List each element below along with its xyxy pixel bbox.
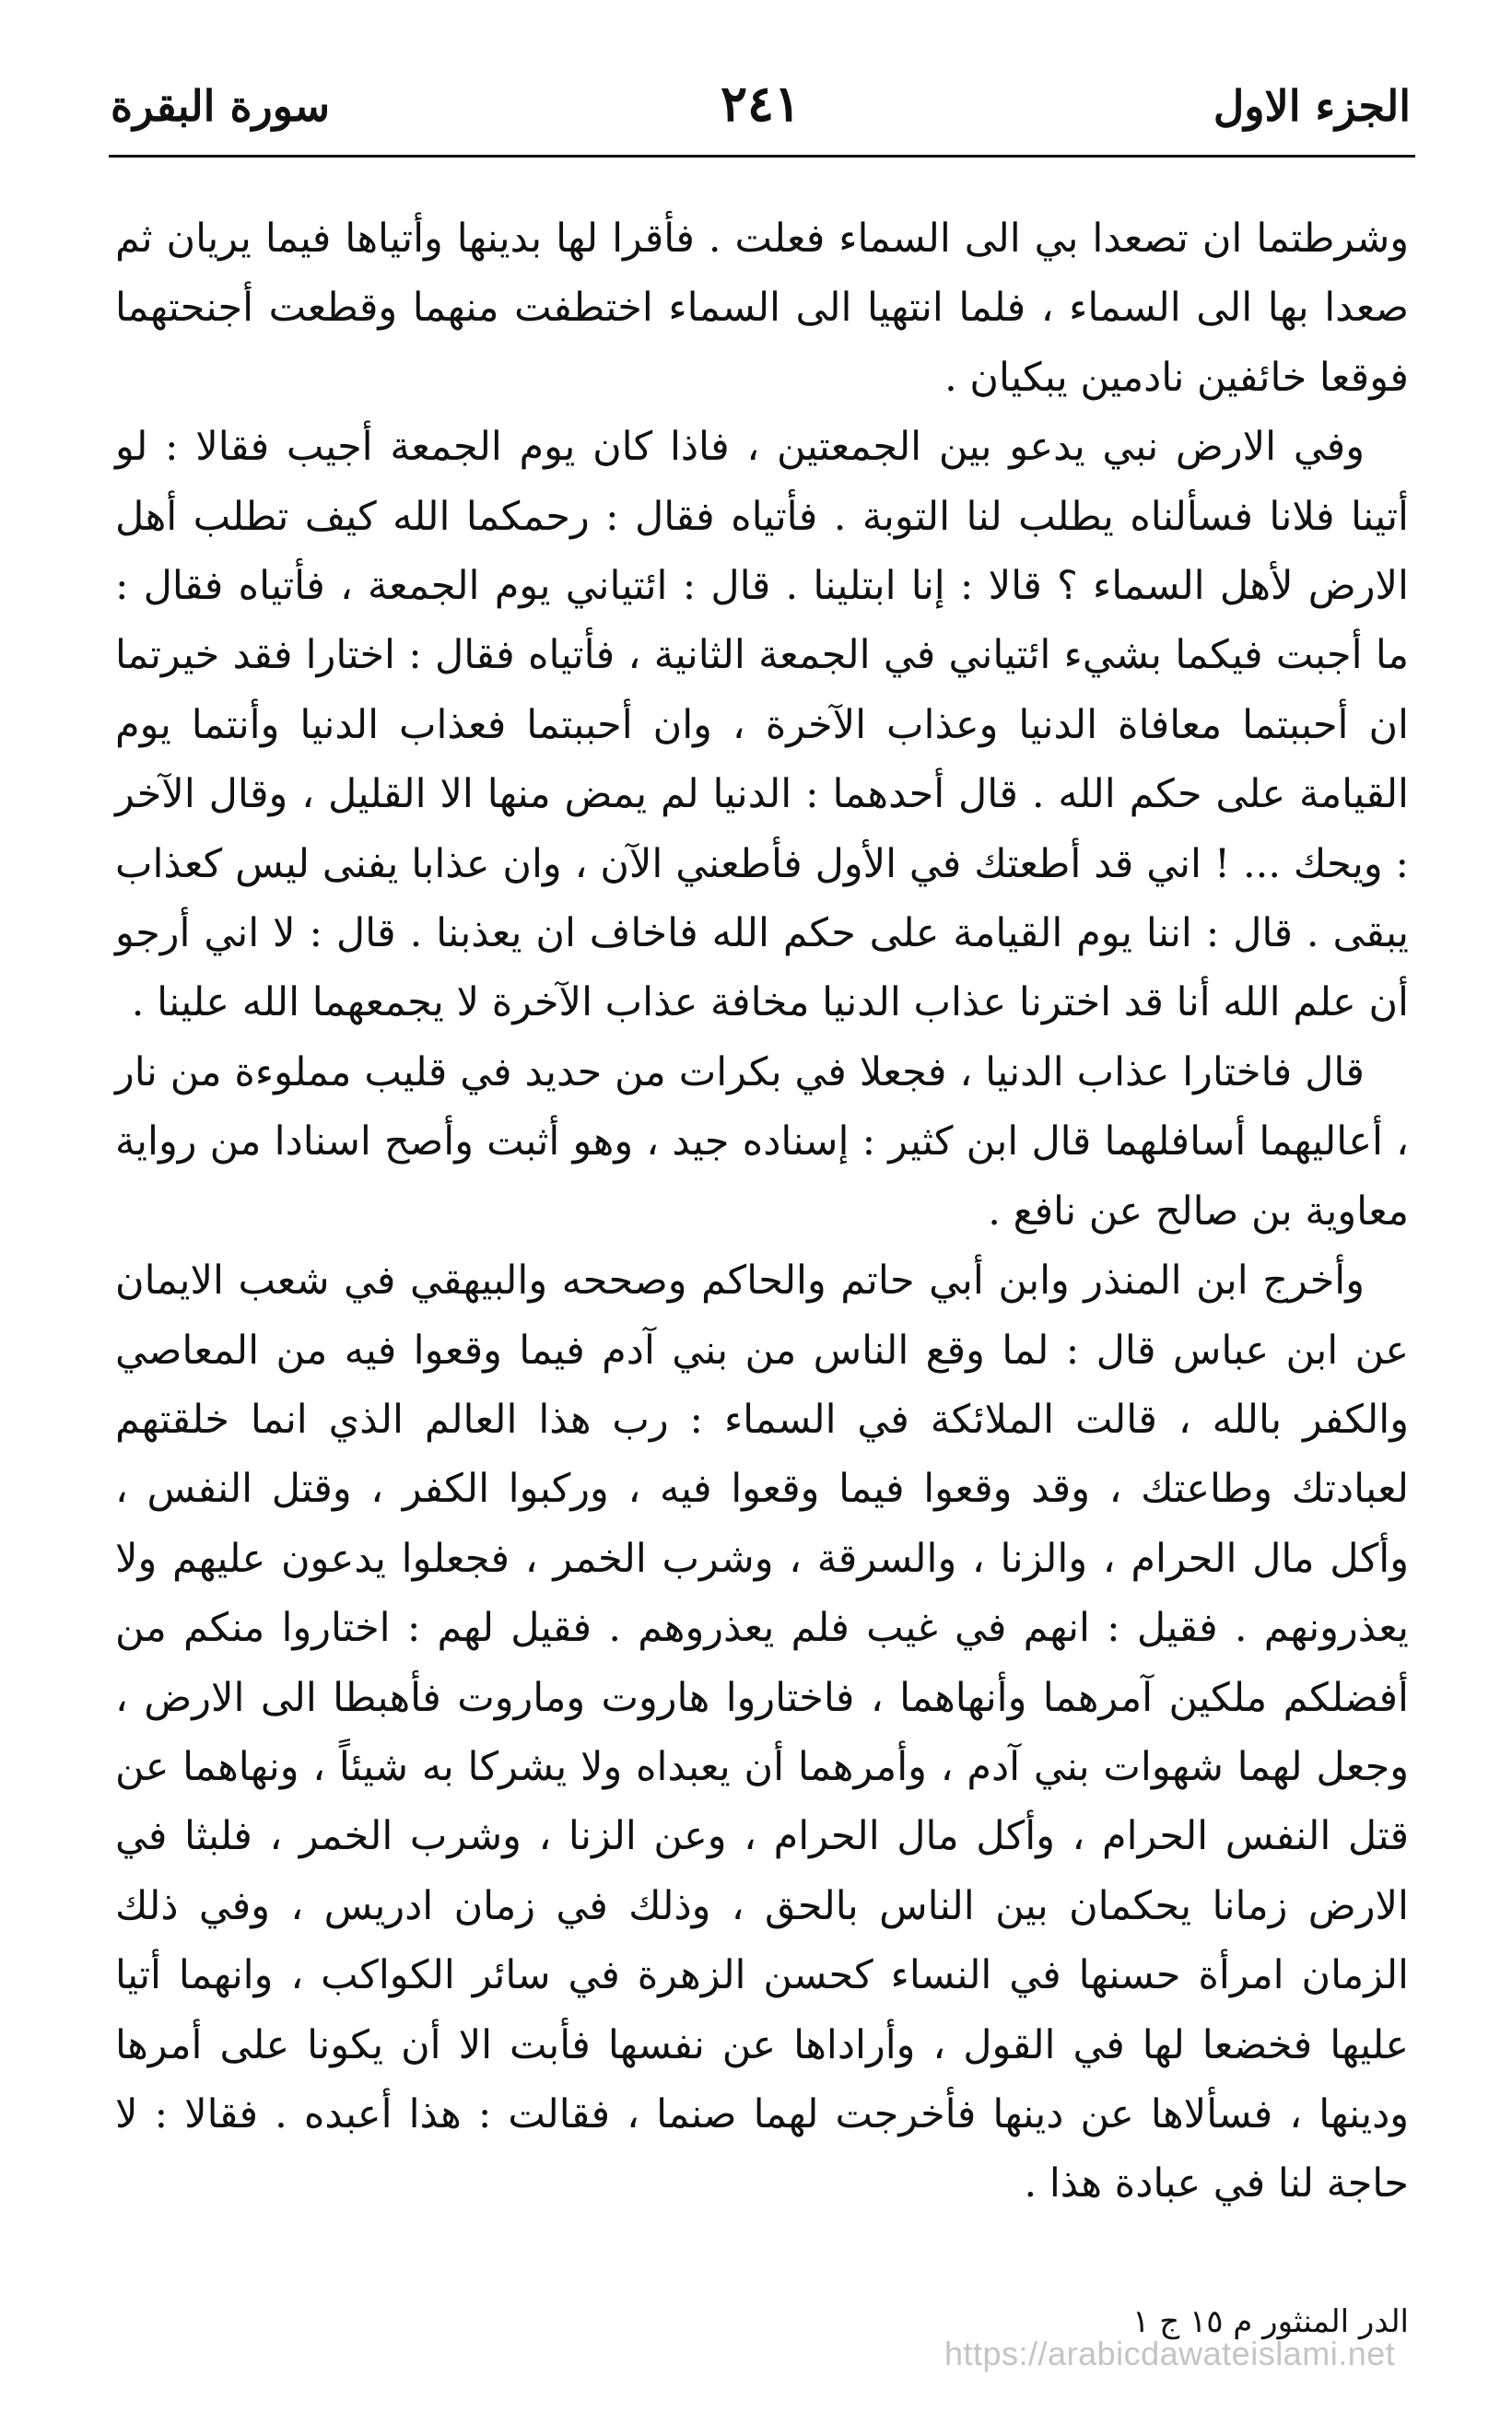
source-watermark: https://arabicdawateislami.net	[944, 2335, 1396, 2372]
juz-label: الجزء الاول	[1213, 81, 1411, 131]
page-header	[111, 74, 1411, 147]
surah-label: سورة البقرة	[111, 81, 331, 131]
page-number: ٢٤١	[720, 74, 802, 133]
signature-note: الدر المنثور م ١٥ ج ١	[1132, 2303, 1409, 2340]
header-divider	[109, 155, 1415, 158]
page-body	[115, 205, 1409, 2219]
paragraph-4: وأخرج ابن المنذر وابن أبي حاتم والحاكم وصححه والبيهقي في شعب الايمان عن ابن عباس قال : لما وقع الناس من بني آدم فيما وقعوا فيه من المعاصي والكفر بالله ، قالت الملائكة في السماء : رب هذا العالم الذي انما خلقتهم لعبادتك وطاعتك ، وقد وقعوا فيما وقعوا فيه ، وركبوا الكفر ، وقتل النفس ، وأكل مال الحرام ، والزنا ، والسرقة ، وشرب الخمر ، فجعلوا يدعون عليهم ولا يعذرونهم . فقيل : انهم في غيب فلم يعذروهم . فقيل لهم : اختاروا منكم من أفضلكم ملكين آمرهما وأنهاهما ، فاختاروا هاروت وماروت فأهبطا الى الارض ، وجعل لهما شهوات بني آدم ، وأمرهما أن يعبداه ولا يشركا به شيئاً ، ونهاهما عن قتل النفس الحرام ، وأكل مال الحرام ، وعن الزنا ، وشرب الخمر ، فلبثا في الارض زمانا يحكمان بين الناس بالحق ، وذلك في زمان ادريس ، وفي ذلك الزمان امرأة حسنها في النساء كحسن الزهرة في سائر الكواكب ، وانهما أتيا عليها فخضعا لها في القول ، وأراداها عن نفسها فأبت الا أن يكونا على أمرها ودينها ، فسألاها عن دينها فأخرجت لهما صنما ، فقالت : هذا أعبده . فقالا : لا حاجة لنا في عبادة هذا .	[115, 1258, 1409, 2207]
paragraph-2: وفي الارض نبي يدعو بين الجمعتين ، فاذا كان يوم الجمعة أجيب فقالا : لو أتينا فلانا فسألناه يطلب لنا التوبة . فأتياه فقال : رحمكما الله كيف تطلب أهل الارض لأهل السماء ؟ قالا : إنا ابتلينا . قال : ائتياني يوم الجمعة ، فأتياه فقال : ما أجبت فيكما بشيء ائتياني في الجمعة الثانية ، فأتياه فقال : اختارا فقد خيرتما ان أحببتما معافاة الدنيا وعذاب الآخرة ، وان أحببتما فعذاب الدنيا وأنتما يوم القيامة على حكم الله . قال أحدهما : الدنيا لم يمض منها الا القليل ، وقال الآخر : ويحك ... ! اني قد أطعتك في الأول فأطعني الآن ، وان عذابا يفنى ليس كعذاب يبقى . قال : اننا يوم القيامة على حكم الله فاخاف ان يعذبنا . قال : لا اني أرجو أن علم الله أنا قد اخترنا عذاب الدنيا مخافة عذاب الآخرة لا يجمعهما الله علينا .	[115, 424, 1409, 1026]
paragraph-3: قال فاختارا عذاب الدنيا ، فجعلا في بكرات من حديد في قليب مملوءة من نار ، أعاليهما أسافلهما قال ابن كثير : إسناده جيد ، وهو أثبت وأصح اسنادا من رواية معاوية بن صالح عن نافع .	[115, 1048, 1409, 1235]
paragraph-1: وشرطتما ان تصعدا بي الى السماء فعلت . فأقرا لها بدينها وأتياها فيما يريان ثم صعدا بها الى السماء ، فلما انتهيا الى السماء اختطفت منهما وقطعت أجنحتهما فوقعا خائفين نادمين يبكيان .	[115, 216, 1409, 401]
